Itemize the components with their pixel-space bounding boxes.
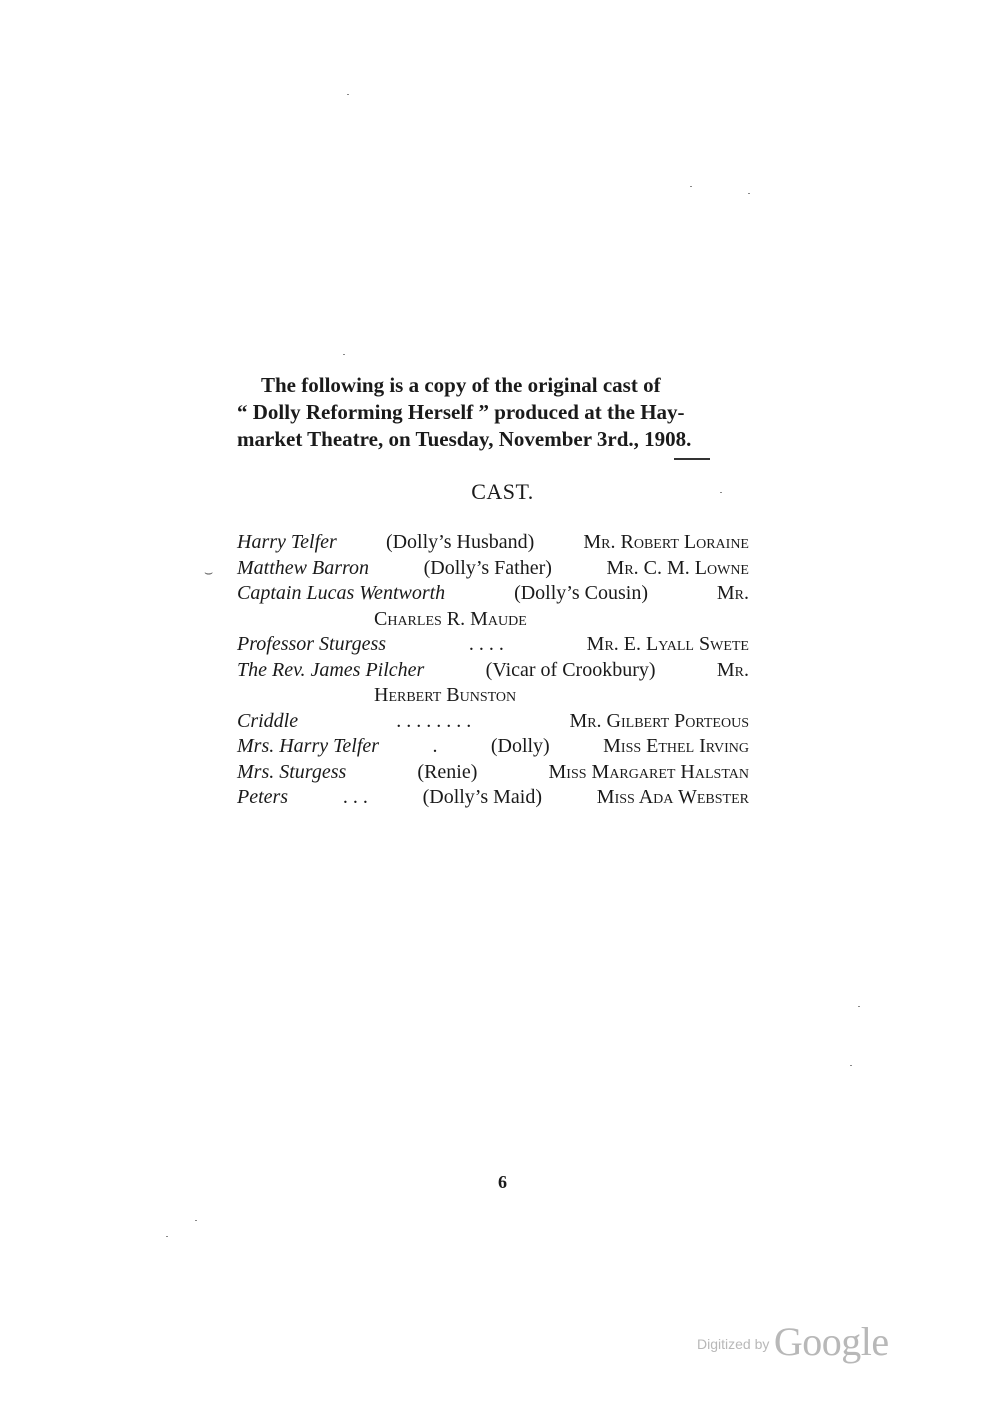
cast-actor: Charles R. Maude [374,607,527,630]
cast-heading: CAST. [471,479,534,504]
scan-speck [748,193,750,194]
cast-note: (Dolly’s Cousin) [514,582,648,604]
cast-role: The Rev. James Pilcher [237,658,425,681]
cast-note: (Vicar of Crookbury) [485,658,656,681]
cast-role: Captain Lucas Wentworth [237,582,446,604]
cast-note: (Dolly’s Maid) [422,786,543,808]
cast-note: (Dolly’s Husband) [385,531,535,553]
digitized-watermark [697,1318,889,1365]
scan-speck [690,186,692,187]
cast-role: Professor Sturgess [237,633,387,655]
intro-line-3: market Theatre, on Tuesday, November 3rd., 1908. [237,427,692,451]
cast-row [237,530,749,556]
cast-row [237,785,749,811]
watermark-prefix: Digitized by [697,1336,770,1352]
cast-actor: Mr. C. M. Lowne [606,556,749,579]
intro-line-2: “ Dolly Reforming Herself ” produced at the Hay- [237,400,685,424]
margin-tick-mark: ⌣ [204,566,214,581]
cast-row [237,760,749,786]
cast-note: (Dolly’s Father) [423,556,552,579]
cast-role: Criddle [237,709,299,732]
watermark-brand: Google [773,1319,889,1364]
cast-row [237,556,749,582]
cast-actor: Miss Ada Webster [596,786,749,808]
cast-row [237,581,749,607]
scan-speck [850,1065,852,1066]
cast-actor: Miss Margaret Halstan [548,760,749,783]
page-number: 6 [498,1172,507,1192]
intro-line-1: The following is a copy of the original cast of [261,373,661,397]
cast-note: (Dolly) [490,735,550,757]
cast-dots: . [432,735,438,757]
cast-actor: Mr. Gilbert Porteous [569,709,749,732]
cast-dots: . . . . [468,633,504,655]
cast-role: Mrs. Sturgess [237,760,347,783]
scan-speck [347,94,349,95]
cast-actor: Mr. E. Lyall Swete [586,633,749,655]
scan-speck [720,492,722,493]
cast-role: Harry Telfer [237,531,337,553]
cast-actor: Mr. [716,582,749,604]
cast-row [237,658,749,684]
cast-row [237,734,749,760]
cast-row-continuation [237,607,749,633]
cast-role: Matthew Barron [237,556,370,579]
cast-actor: Herbert Bunston [374,684,517,706]
cast-role: Peters [237,786,289,808]
cast-row [237,632,749,658]
cast-actor: Miss Ethel Irving [603,735,749,757]
cast-row-continuation [237,683,749,709]
cast-actor: Mr. [716,658,749,681]
underline-rule [674,458,710,460]
cast-role: Mrs. Harry Telfer [237,735,380,757]
scan-speck [858,1006,860,1007]
cast-row [237,709,749,735]
scan-speck [195,1220,197,1221]
scan-speck [166,1236,168,1237]
scan-speck [343,354,345,355]
cast-dots: . . . . . . . . [396,709,472,732]
intro-paragraph [237,372,749,453]
cast-note: (Renie) [417,760,478,783]
cast-dots: . . . [342,786,368,808]
cast-actor: Mr. Robert Loraine [583,531,749,553]
cast-list [237,530,749,811]
